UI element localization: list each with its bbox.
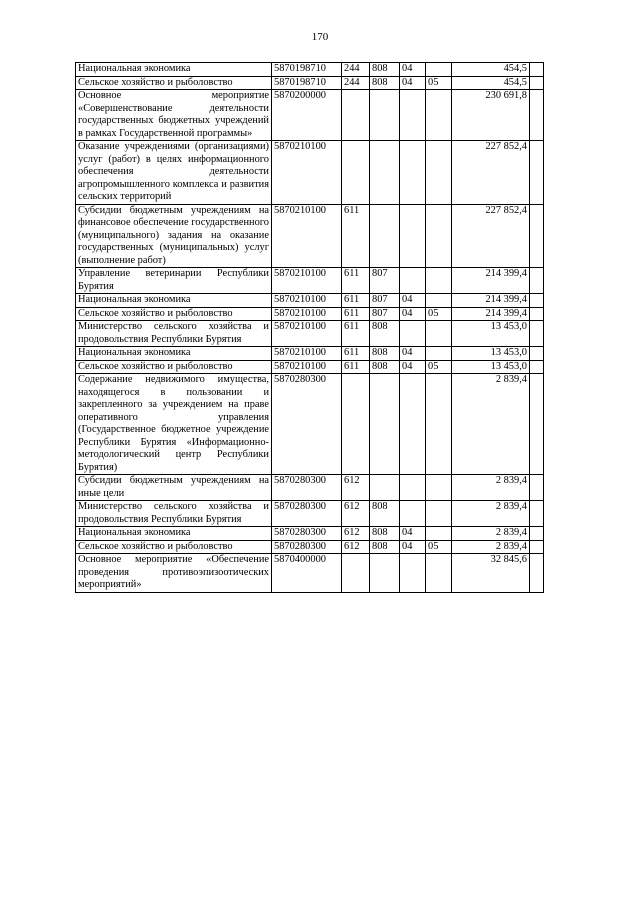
amount: 214 399,4: [452, 307, 530, 321]
subsection-code: [426, 321, 452, 347]
expense-type-code: 611: [342, 360, 370, 374]
empty-cell: [530, 501, 544, 527]
expense-type-code: [342, 141, 370, 205]
subsection-code: [426, 527, 452, 541]
section-code: [400, 554, 426, 593]
table-row: [76, 307, 544, 321]
subsection-code: 05: [426, 360, 452, 374]
amount: 13 453,0: [452, 321, 530, 347]
empty-cell: [530, 204, 544, 268]
item-name: Оказание учреждениями (организациями) услуг (работ) в целях информационного обеспечения деятельности агропромышленного комплекса и развития сельских территорий: [76, 141, 272, 205]
empty-cell: [530, 554, 544, 593]
administrator-code: 808: [370, 347, 400, 361]
item-name: Национальная экономика: [76, 63, 272, 77]
empty-cell: [530, 321, 544, 347]
table-row: [76, 294, 544, 308]
section-code: 04: [400, 294, 426, 308]
table-row: [76, 90, 544, 141]
administrator-code: 807: [370, 268, 400, 294]
section-code: [400, 475, 426, 501]
empty-cell: [530, 374, 544, 475]
target-article-code: 5870280300: [272, 374, 342, 475]
section-code: 04: [400, 307, 426, 321]
table-row: [76, 374, 544, 475]
amount: 454,5: [452, 76, 530, 90]
target-article-code: 5870280300: [272, 501, 342, 527]
table-row: [76, 141, 544, 205]
expense-type-code: 612: [342, 501, 370, 527]
item-name: Основное мероприятие «Обеспечение проведения противоэпизоотических мероприятий»: [76, 554, 272, 593]
amount: 227 852,4: [452, 141, 530, 205]
item-name: Национальная экономика: [76, 347, 272, 361]
empty-cell: [530, 540, 544, 554]
expense-type-code: 611: [342, 268, 370, 294]
target-article-code: 5870280300: [272, 475, 342, 501]
section-code: 04: [400, 76, 426, 90]
target-article-code: 5870210100: [272, 360, 342, 374]
subsection-code: 05: [426, 76, 452, 90]
amount: 454,5: [452, 63, 530, 77]
target-article-code: 5870200000: [272, 90, 342, 141]
table-row: [76, 347, 544, 361]
table-row: [76, 63, 544, 77]
subsection-code: [426, 268, 452, 294]
section-code: 04: [400, 360, 426, 374]
budget-table: [75, 62, 544, 593]
administrator-code: 808: [370, 360, 400, 374]
administrator-code: [370, 554, 400, 593]
administrator-code: [370, 204, 400, 268]
subsection-code: [426, 554, 452, 593]
section-code: [400, 268, 426, 294]
item-name: Управление ветеринарии Республики Бурятия: [76, 268, 272, 294]
item-name: Министерство сельского хозяйства и продовольствия Республики Бурятия: [76, 501, 272, 527]
item-name: Сельское хозяйство и рыболовство: [76, 307, 272, 321]
target-article-code: 5870210100: [272, 321, 342, 347]
target-article-code: 5870210100: [272, 347, 342, 361]
subsection-code: [426, 501, 452, 527]
target-article-code: 5870210100: [272, 268, 342, 294]
table-row: [76, 540, 544, 554]
section-code: [400, 141, 426, 205]
empty-cell: [530, 475, 544, 501]
table-row: [76, 76, 544, 90]
expense-type-code: 611: [342, 294, 370, 308]
empty-cell: [530, 141, 544, 205]
administrator-code: 808: [370, 540, 400, 554]
expense-type-code: 244: [342, 63, 370, 77]
amount: 13 453,0: [452, 360, 530, 374]
amount: 214 399,4: [452, 268, 530, 294]
target-article-code: 5870400000: [272, 554, 342, 593]
expense-type-code: 611: [342, 307, 370, 321]
subsection-code: [426, 475, 452, 501]
expense-type-code: 612: [342, 475, 370, 501]
empty-cell: [530, 294, 544, 308]
section-code: [400, 501, 426, 527]
empty-cell: [530, 76, 544, 90]
target-article-code: 5870198710: [272, 63, 342, 77]
item-name: Сельское хозяйство и рыболовство: [76, 76, 272, 90]
item-name: Содержание недвижимого имущества, находящегося в пользовании и закрепленного за учреждением на праве оперативного управления (Государственное бюджетное учреждение Республики Бурятия «Информационно-методологический центр Республики Бурятия): [76, 374, 272, 475]
section-code: [400, 204, 426, 268]
administrator-code: 808: [370, 501, 400, 527]
expense-type-code: 612: [342, 540, 370, 554]
amount: 227 852,4: [452, 204, 530, 268]
amount: 2 839,4: [452, 374, 530, 475]
table-body: [76, 63, 544, 593]
table-row: [76, 527, 544, 541]
item-name: Сельское хозяйство и рыболовство: [76, 360, 272, 374]
administrator-code: 808: [370, 527, 400, 541]
expense-type-code: 244: [342, 76, 370, 90]
table-row: [76, 360, 544, 374]
expense-type-code: [342, 374, 370, 475]
section-code: 04: [400, 527, 426, 541]
subsection-code: [426, 90, 452, 141]
item-name: Субсидии бюджетным учреждениям на финансовое обеспечение государственного (муниципального) задания на оказание государственных (муниципальных) услуг (выполнение работ): [76, 204, 272, 268]
subsection-code: 05: [426, 540, 452, 554]
expense-type-code: 611: [342, 347, 370, 361]
subsection-code: [426, 294, 452, 308]
subsection-code: 05: [426, 307, 452, 321]
administrator-code: 808: [370, 76, 400, 90]
target-article-code: 5870280300: [272, 540, 342, 554]
page-number: 170: [311, 31, 329, 43]
subsection-code: [426, 141, 452, 205]
section-code: [400, 374, 426, 475]
empty-cell: [530, 268, 544, 294]
amount: 230 691,8: [452, 90, 530, 141]
target-article-code: 5870210100: [272, 204, 342, 268]
empty-cell: [530, 63, 544, 77]
item-name: Национальная экономика: [76, 527, 272, 541]
empty-cell: [530, 360, 544, 374]
target-article-code: 5870280300: [272, 527, 342, 541]
table-row: [76, 475, 544, 501]
section-code: 04: [400, 540, 426, 554]
administrator-code: [370, 141, 400, 205]
table-row: [76, 554, 544, 593]
amount: 32 845,6: [452, 554, 530, 593]
item-name: Основное мероприятие «Совершенствование деятельности государственных бюджетных учреждений в рамках Государственной программы»: [76, 90, 272, 141]
empty-cell: [530, 90, 544, 141]
table-row: [76, 268, 544, 294]
amount: 2 839,4: [452, 527, 530, 541]
administrator-code: 808: [370, 321, 400, 347]
empty-cell: [530, 347, 544, 361]
expense-type-code: 611: [342, 321, 370, 347]
target-article-code: 5870210100: [272, 141, 342, 205]
item-name: Национальная экономика: [76, 294, 272, 308]
subsection-code: [426, 347, 452, 361]
administrator-code: 808: [370, 63, 400, 77]
administrator-code: [370, 90, 400, 141]
amount: 214 399,4: [452, 294, 530, 308]
empty-cell: [530, 527, 544, 541]
item-name: Министерство сельского хозяйства и продовольствия Республики Бурятия: [76, 321, 272, 347]
amount: 13 453,0: [452, 347, 530, 361]
administrator-code: [370, 374, 400, 475]
administrator-code: [370, 475, 400, 501]
subsection-code: [426, 204, 452, 268]
section-code: 04: [400, 63, 426, 77]
target-article-code: 5870198710: [272, 76, 342, 90]
target-article-code: 5870210100: [272, 294, 342, 308]
section-code: [400, 90, 426, 141]
amount: 2 839,4: [452, 475, 530, 501]
empty-cell: [530, 307, 544, 321]
item-name: Сельское хозяйство и рыболовство: [76, 540, 272, 554]
expense-type-code: 611: [342, 204, 370, 268]
administrator-code: 807: [370, 307, 400, 321]
table-row: [76, 501, 544, 527]
item-name: Субсидии бюджетным учреждениям на иные цели: [76, 475, 272, 501]
administrator-code: 807: [370, 294, 400, 308]
section-code: [400, 321, 426, 347]
subsection-code: [426, 374, 452, 475]
amount: 2 839,4: [452, 540, 530, 554]
table-row: [76, 204, 544, 268]
expense-type-code: 612: [342, 527, 370, 541]
amount: 2 839,4: [452, 501, 530, 527]
target-article-code: 5870210100: [272, 307, 342, 321]
expense-type-code: [342, 90, 370, 141]
table-row: [76, 321, 544, 347]
expense-type-code: [342, 554, 370, 593]
section-code: 04: [400, 347, 426, 361]
subsection-code: [426, 63, 452, 77]
